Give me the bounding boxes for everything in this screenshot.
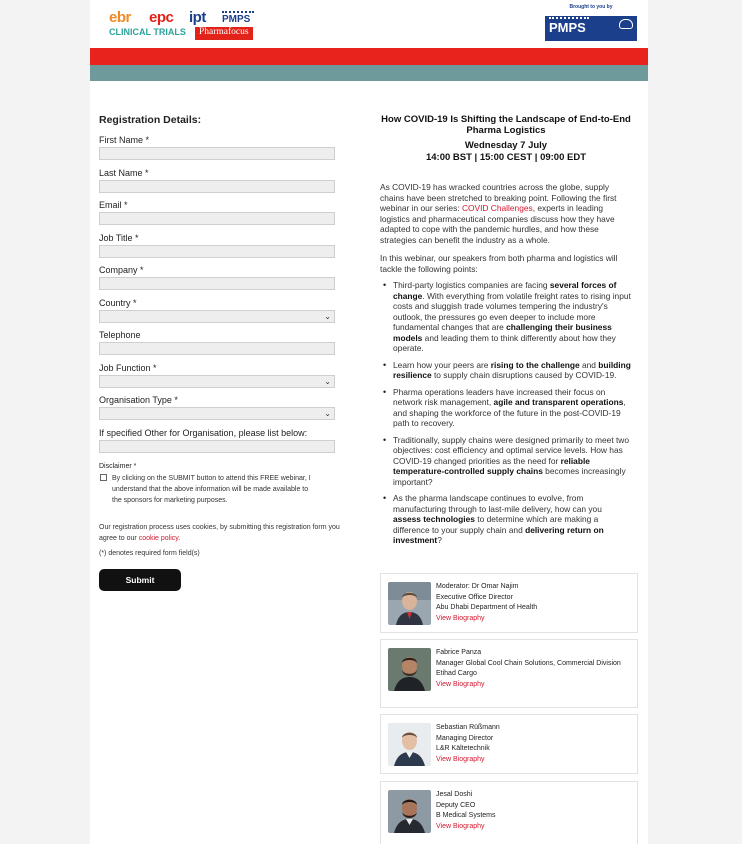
clinical-trials-logo[interactable]: CLINICAL TRIALS — [109, 27, 186, 37]
point-bold: several forces of change — [393, 280, 617, 301]
country-select[interactable] — [99, 310, 335, 323]
speaker-details — [436, 582, 632, 624]
privacy-notice — [99, 523, 349, 544]
first-name-label: First Name * — [99, 135, 150, 145]
event-date — [380, 140, 632, 164]
company-label: Company * — [99, 265, 144, 275]
country-field — [99, 298, 349, 331]
cloud-icon — [619, 19, 633, 29]
intro-paragraph — [380, 182, 632, 245]
speaker-role: Deputy CEO — [436, 801, 476, 809]
registration-form — [99, 114, 349, 591]
covid-challenges-link[interactable]: COVID Challenges — [461, 203, 533, 213]
lead-paragraph: In this webinar, our speakers from both pharma and logistics will tackle the following points: — [380, 253, 618, 274]
company-input[interactable] — [99, 277, 335, 290]
job-title-label: Job Title * — [99, 232, 139, 243]
speaker-role: Executive Office Director — [436, 593, 513, 601]
speaker-name: Jesal Doshi — [436, 791, 473, 798]
point-bold: assess technologies — [393, 514, 475, 524]
organisation-type-field — [99, 395, 349, 428]
event-info — [380, 114, 632, 552]
speaker-photo — [388, 723, 431, 766]
other-organisation-input[interactable] — [99, 440, 335, 453]
points-list — [380, 280, 632, 546]
disclaimer — [99, 463, 349, 506]
first-name-input[interactable] — [99, 147, 335, 160]
disclaimer-checkbox[interactable] — [100, 474, 107, 481]
point-text: and — [579, 359, 599, 370]
point-text: Learn how your peers are — [393, 359, 491, 370]
teal-banner-bar — [90, 65, 648, 81]
intro-text-2: , experts in leading logistics and pharmaceutical companies discuss how they have adapted to cope with the pandemic hurdles, and how these strategies can benefit the industry as a whole. — [380, 203, 615, 245]
privacy-text-2: agree to our — [99, 534, 137, 542]
point-item — [380, 493, 632, 546]
point-text: and leading them to think differently about how they operate. — [393, 332, 616, 353]
point-bold: building resilience — [393, 359, 631, 380]
country-label: Country * — [99, 297, 137, 308]
telephone-field — [99, 330, 349, 363]
ebr-logo[interactable]: ebr — [109, 9, 131, 26]
point-item — [380, 360, 632, 381]
pharmafocus-logo[interactable]: Pharmafocus — [195, 27, 253, 40]
job-title-field — [99, 233, 349, 266]
last-name-label: Last Name * — [99, 167, 149, 178]
job-title-input[interactable] — [99, 245, 335, 258]
job-function-select[interactable] — [99, 375, 335, 388]
point-text: to supply chain disruptions caused by COVID-19. — [431, 370, 617, 380]
point-text: , and shaping the workforce of the future in the post-COVID-19 path to recovery. — [393, 397, 626, 428]
speaker-photo — [388, 582, 431, 625]
speaker-organisation: B Medical Systems — [436, 812, 496, 819]
last-name-input[interactable] — [99, 180, 335, 193]
speaker-details — [436, 723, 632, 765]
other-organisation-label: If specified Other for Organisation, please list below: — [99, 427, 308, 438]
telephone-input[interactable] — [99, 342, 335, 355]
submit-button[interactable]: Submit — [99, 569, 181, 591]
view-biography-link[interactable]: View Biography — [436, 680, 485, 688]
privacy-text-end: . — [178, 534, 181, 542]
pmps-logo-text: PMPS — [222, 14, 251, 25]
email-field — [99, 200, 349, 233]
company-field — [99, 265, 349, 298]
brought-to-you-by: Brought to you by — [569, 4, 613, 10]
speaker-details — [436, 790, 632, 832]
disclaimer-label: Disclaimer * — [99, 463, 137, 470]
speaker-card — [380, 781, 638, 844]
job-function-field — [99, 363, 349, 396]
speaker-name: Moderator: Dr Omar Najim — [436, 583, 519, 590]
email-label: Email * — [99, 200, 128, 210]
job-function-label: Job Function * — [99, 362, 157, 373]
disclaimer-text-3: the sponsors for marketing purposes. — [112, 497, 228, 504]
chevron-down-icon: ⌄ — [324, 409, 331, 418]
point-text: becomes increasingly important? — [393, 466, 626, 487]
point-text: As the pharma landscape continues to evolve, from manufacturing through to last-mile delivery, how can you — [393, 493, 602, 514]
intro-text-1: As COVID-19 has wracked countries across the globe, supply chains have been stretched to breaking point. Following the first webinar in our series: — [380, 182, 617, 213]
event-times: 14:00 BST | 15:00 CEST | 09:00 EDT — [425, 152, 587, 163]
chevron-down-icon: ⌄ — [324, 376, 331, 386]
header — [90, 0, 648, 48]
page — [90, 0, 648, 844]
pmps-logo-small[interactable] — [222, 11, 254, 25]
speaker-photo — [388, 648, 431, 691]
privacy-text-1: Our registration process uses cookies, by submitting this registration form you — [99, 524, 340, 531]
speaker-organisation: Etihad Cargo — [436, 670, 477, 677]
organisation-type-select[interactable] — [99, 407, 335, 420]
event-title: How COVID-19 Is Shifting the Landscape of End-to-End Pharma Logistics — [381, 114, 631, 136]
speaker-name: Fabrice Panza — [436, 649, 482, 656]
speaker-organisation: L&R Kältetechnik — [436, 745, 490, 752]
speaker-name: Sebastian Rüßmann — [436, 724, 500, 731]
point-text: Traditionally, supply chains were designed primarily to meet two objectives: cost efficiency and optimal service levels. How has COVID-19 changed priorities as the need for — [393, 434, 629, 466]
point-bold: rising to the challenge — [490, 359, 580, 370]
speaker-card — [380, 573, 638, 633]
point-bold: reliable temperature-controlled supply chains — [393, 455, 590, 476]
disclaimer-row — [99, 473, 349, 506]
point-bold: challenging their business models — [393, 322, 612, 343]
view-biography-link[interactable]: View Biography — [436, 822, 485, 830]
chevron-down-icon: ⌄ — [324, 311, 331, 321]
speaker-card — [380, 639, 638, 708]
organisation-type-label: Organisation Type * — [99, 395, 178, 405]
telephone-label: Telephone — [99, 330, 141, 340]
point-text: Pharma operations leaders have increased their focus on network risk management, — [393, 386, 606, 407]
point-item — [380, 387, 632, 429]
speaker-role: Manager Global Cool Chain Solutions, Commercial Division — [436, 659, 621, 667]
disclaimer-text-1: By clicking on the SUBMIT button to attend this FREE webinar, I — [112, 475, 311, 482]
sponsor-logo[interactable] — [545, 16, 637, 41]
registration-heading: Registration Details: — [99, 114, 202, 126]
speaker-details — [436, 648, 632, 690]
ipt-logo[interactable]: ipt — [189, 9, 206, 26]
event-date-line: Wednesday 7 July — [464, 140, 548, 151]
speaker-photo — [388, 790, 431, 833]
point-item — [380, 280, 632, 354]
view-biography-link[interactable]: View Biography — [436, 755, 485, 763]
last-name-field — [99, 168, 349, 201]
point-text: . With everything from volatile freight rates to rising input costs and sluggish trade volumes tempering the industry's outlook, the pressures go even deeper to include more fundamental changes that are — [393, 290, 631, 332]
red-banner-bar — [90, 48, 648, 65]
sponsor-logo-text: PMPS — [549, 20, 586, 35]
disclaimer-text-2: understand that the above information will be made available to — [112, 486, 309, 493]
point-text: to determine which are making a difference to your supply chain and — [393, 514, 599, 535]
point-item — [380, 435, 632, 488]
epc-logo[interactable]: epc — [149, 9, 174, 26]
point-text: ? — [437, 535, 442, 545]
email-input[interactable] — [99, 212, 335, 225]
speaker-organisation: Abu Dhabi Department of Health — [436, 604, 538, 611]
cookie-policy-link[interactable]: cookie policy — [138, 534, 179, 542]
point-text: Third-party logistics companies are facing — [393, 280, 550, 290]
speaker-card — [380, 714, 638, 774]
point-bold: agile and transparent operations — [493, 397, 624, 407]
view-biography-link[interactable]: View Biography — [436, 614, 485, 622]
point-bold: delivering return on investment — [393, 524, 604, 545]
required-note: (*) denotes required form field(s) — [99, 550, 200, 557]
speaker-role: Managing Director — [436, 734, 494, 742]
other-organisation-field — [99, 428, 349, 461]
first-name-field — [99, 135, 349, 168]
